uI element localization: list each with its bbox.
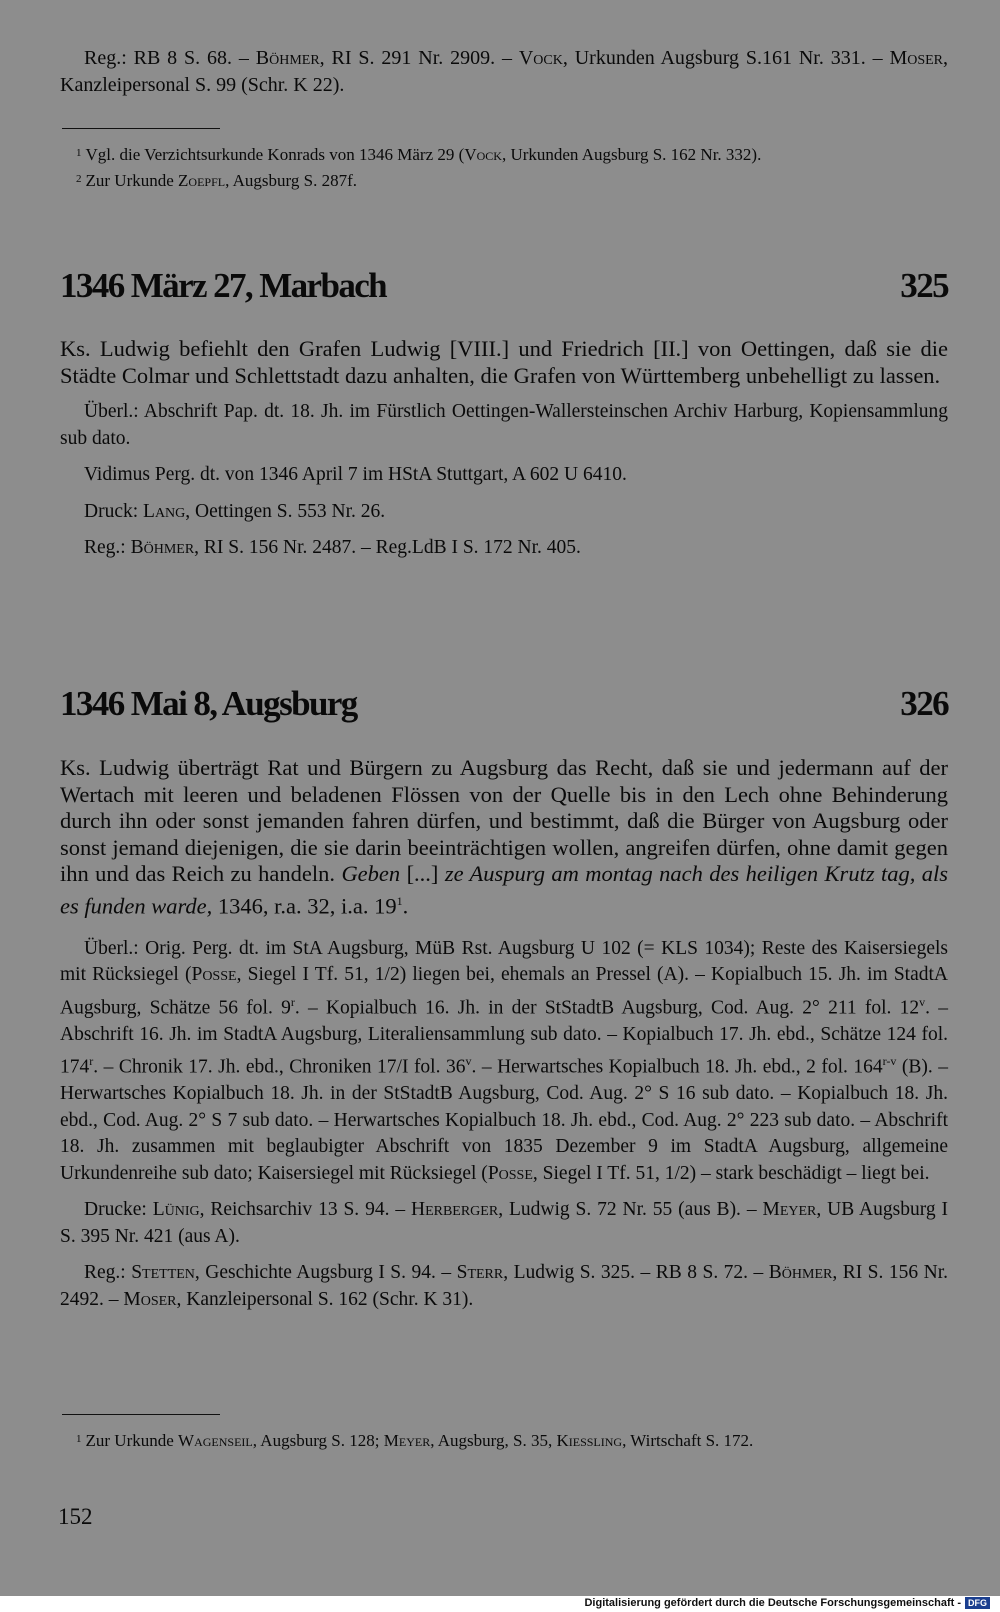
funding-footer [584,1597,990,1609]
entry-summary: Ks. Ludwig befiehlt den Grafen Ludwig [VIII.] und Friedrich [II.] von Oettingen, daß sie die Städte Colmar und Schlettstadt dazu anhalten, die Grafen von Württemberg unbehelligt zu lassen. [60,336,948,388]
entry-326-body [60,755,948,1313]
previous-entry-regest [60,45,948,99]
previous-footnotes [60,142,948,194]
footnote: $^1$ Vgl. die Verzichtsurkunde Konrads von 1346 März 29 (Vock, Urkunden Augsburg S. 162 Nr. 332). [76,145,762,164]
entry-325-heading [60,266,948,306]
entry-326-heading [60,684,948,724]
entry-number: 325 [900,266,948,305]
entry-summary: Ks. Ludwig überträgt Rat und Bürgern zu Augsburg das Recht, daß sie und jedermann auf der Wertach mit leeren und beladenen Flössen von der Quelle bis in den Lech ohne Behinderung durch ihn oder sonst jemanden fahren dürfen, und bestimmt, daß die Bürger von Augsburg oder sonst jemand diejenigen, die sie darin beeinträchtigen wollen, angreifen dürfen, ohne damit gegen ihn und das Reich zu handeln. Geben [...] ze Auspurg am montag nach des heiligen Krutz tag, als es funden warde, 1346, r.a. 32, i.a. $19^1$. [60,755,948,918]
entry-date-place: 1346 März 27, Marbach [60,266,387,305]
entry-number: 326 [900,684,948,723]
footnote-rule [62,1414,220,1415]
page-number: 152 [58,1504,93,1529]
regest: Reg.: Stetten, Geschichte Augsburg I S. 94. – Sterr, Ludwig S. 325. – RB 8 S. 72. – Böhmer, RI S. 156 Nr. 2492. – Moser, Kanzleipersonal S. 162 (Schr. K 31). [60,1262,948,1310]
entry-325-body [60,336,948,562]
ueberlieferung: Überl.: Orig. Perg. dt. im StA Augsburg, MüB Rst. Augsburg U 102 (= KLS 1034); Reste des Kaisersiegels mit Rücksiegel (Posse, Siegel I Tf. 51, 1/2) liegen bei, ehemals an Pressel (A). – Kopialbuch 15. Jh. im StadtA Augsburg, Schätze 56 fol. 9$^r$. – Kopialbuch 16. Jh. in der StStadtB Augsburg, Cod. Aug. 2° 211 fol. 12$^v$. – Abschrift 16. Jh. im StadtA Augsburg, Literaliensammlung sub dato. – Kopialbuch 17. Jh. ebd., Schätze 124 fol. 174$^r$. – Chronik 17. Jh. ebd., Chroniken 17/I fol. 36$^v$. – Herwartsches Kopialbuch 18. Jh. ebd., 2 fol. 164$^{r-v}$ (B). – Herwartsches Kopialbuch 18. Jh. in der StStadtB Augsburg, Cod. Aug. 2° S 16 sub dato. – Kopialbuch 18. Jh. ebd., Cod. Aug. 2° S 7 sub dato. – Herwartsches Kopialbuch 18. Jh. ebd., Cod. Aug. 2° 223 sub dato. – Abschrift 18. Jh. zusammen mit beglaubigter Abschrift von 1835 Dezember 9 im StadtA Augsburg, allgemeine Urkundenreihe sub dato; Kaisersiegel mit Rücksiegel (Posse, Siegel I Tf. 51, 1/2) – stark beschädigt – liegt bei. [60,937,949,1184]
entry-326-footnote [60,1428,948,1454]
drucke: Drucke: Lünig, Reichsarchiv 13 S. 94. – Herberger, Ludwig S. 72 Nr. 55 (aus B). – Meyer, UB Augsburg I S. 395 Nr. 421 (aus A). [60,1199,948,1247]
footer-text: Digitalisierung gefördert durch die Deutsche Forschungsgemeinschaft - [584,1597,961,1609]
vidimus: Vidimus Perg. dt. von 1346 April 7 im HStA Stuttgart, A 602 U 6410. [84,464,627,485]
entry-date-place: 1346 Mai 8, Augsburg [60,684,357,723]
dfg-logo: DFG [965,1597,990,1609]
regest: Reg.: Böhmer, RI S. 156 Nr. 2487. – Reg.LdB I S. 172 Nr. 405. [84,537,581,558]
footnote: $^2$ Zur Urkunde Zoepfl, Augsburg S. 287f. [76,171,358,190]
ueberlieferung: Überl.: Abschrift Pap. dt. 18. Jh. im Fürstlich Oettingen-Wallersteinschen Archiv Harburg, Kopiensammlung sub dato. [60,401,948,449]
footnote: $^1$ Zur Urkunde Wagenseil, Augsburg S. 128; Meyer, Augsburg, S. 35, Kiessling, Wirtschaft S. 172. [76,1431,754,1450]
footnote-rule [62,128,220,129]
druck: Druck: Lang, Oettingen S. 553 Nr. 26. [84,500,386,522]
reg-line: Reg.: RB 8 S. 68. – Böhmer, RI S. 291 Nr. 2909. – Vock, Urkunden Augsburg S.161 Nr. 331. – Moser, Kanzleipersonal S. 99 (Schr. K 22). [60,47,949,96]
